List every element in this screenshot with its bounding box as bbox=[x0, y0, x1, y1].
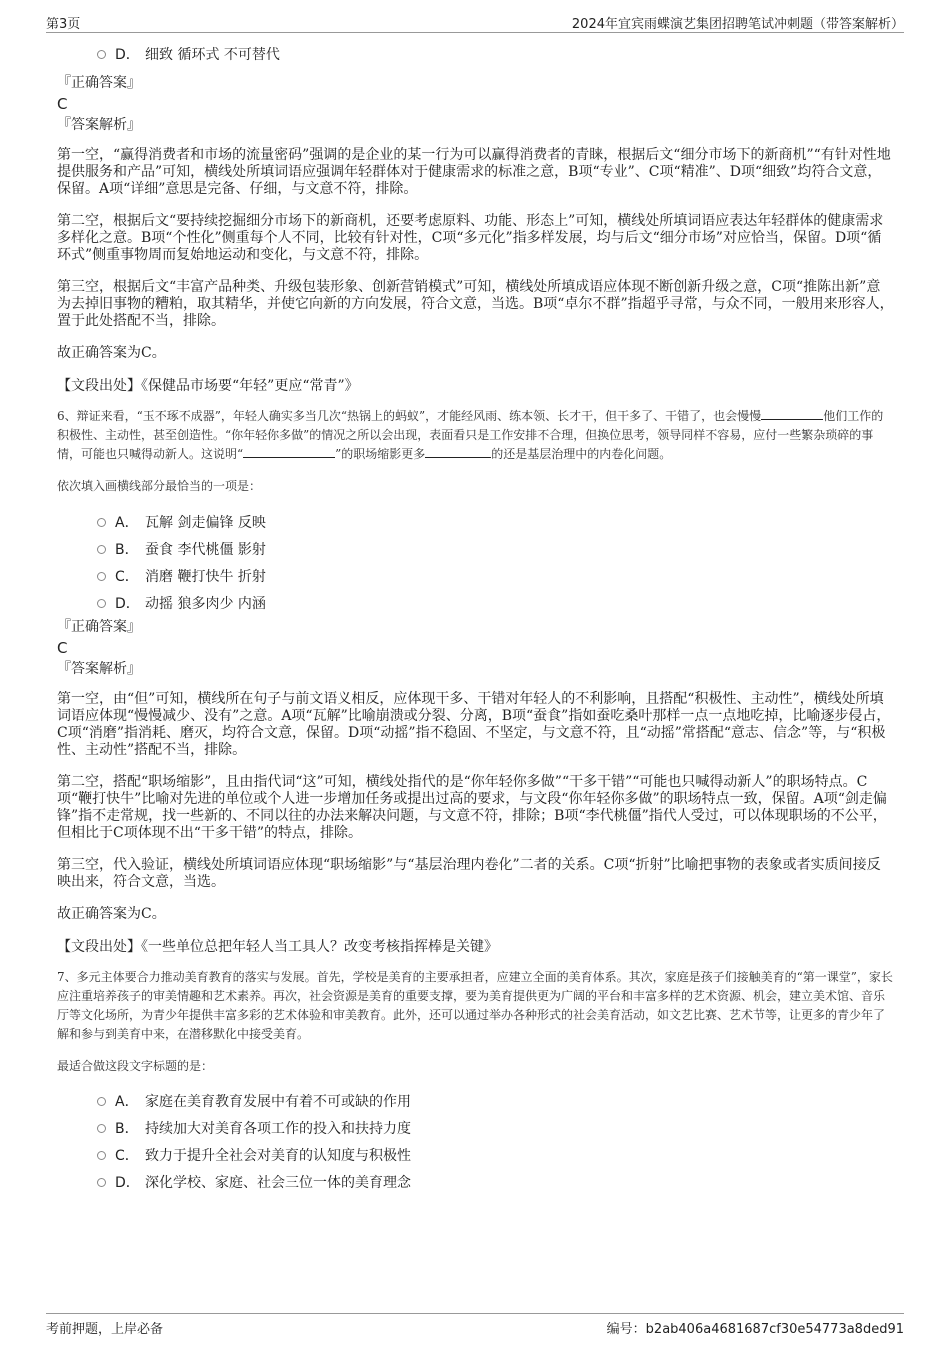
option-text: 家庭在美育教育发展中有着不可或缺的作用 bbox=[145, 1094, 411, 1110]
radio-icon[interactable] bbox=[97, 1097, 106, 1106]
document-code: 编号：b2ab406a4681687cf30e54773a8ded91 bbox=[606, 1322, 904, 1337]
radio-icon[interactable] bbox=[97, 572, 106, 581]
q7-option-a[interactable]: A． 家庭在美育教育发展中有着不可或缺的作用 bbox=[57, 1089, 894, 1113]
options-list bbox=[57, 510, 894, 615]
radio-icon[interactable] bbox=[97, 1178, 106, 1187]
q7-option-c[interactable]: C． 致力于提升全社会对美育的认知度与积极性 bbox=[57, 1143, 894, 1167]
q6-option-d[interactable]: D． 动摇 狼多肉少 内涵 bbox=[57, 591, 894, 615]
answer-value: C bbox=[57, 95, 68, 113]
answer-value: C bbox=[57, 639, 68, 657]
option-text: 消磨 鞭打快牛 折射 bbox=[145, 569, 266, 585]
q6-option-c[interactable]: C． 消磨 鞭打快牛 折射 bbox=[57, 564, 894, 588]
analysis-paragraph: 第一空，“赢得消费者和市场的流量密码”强调的是企业的某一行为可以赢得消费者的青睐，根据后文“细分市场下的新商机”“有针对性地提供服务和产品”可知，横线处所填词语应强调年轻群体对于健康需求的标准之意，B项“专业”、C项“精准”、D项“细致”均符合文意，保留。A项“详细”意思是完备、仔细，与文意不符，排除。 bbox=[57, 147, 891, 197]
page-number: 第3页 bbox=[46, 17, 81, 32]
radio-icon[interactable] bbox=[97, 1151, 106, 1160]
fill-blank bbox=[243, 445, 335, 458]
question-stem: 7、多元主体要合力推动美育教育的落实与发展。首先，学校是美育的主要承担者，应建立全面的美育体系。其次，家庭是孩子们接触美育的“第一课堂”，家长应注重培养孩子的审美情趣和艺术素养。再次，社会资源是美育的重要支撑，要为美育提供更为广阔的平台和丰富多样的艺术资源、机会，建立美术馆、音乐厅等文化场所，为青少年提供丰富多彩的艺术体验和审美教育。此外，还可以通过举办各种形式的社会美育活动，如文艺比赛、艺术节等，让更多的青少年了解和参与到美育中来，在潜移默化中接受美育。 bbox=[57, 970, 893, 1041]
source-citation: 【文段出处】《保健品市场要“年轻”更应“常青”》 bbox=[57, 378, 359, 394]
document-title: 2024年宜宾雨蝶演艺集团招聘笔试冲刺题（带答案解析） bbox=[571, 17, 904, 32]
page-content bbox=[57, 42, 894, 1194]
analysis-paragraph: 第二空，搭配“职场缩影”，且由指代词“这”可知，横线处指代的是“你年轻你多做”“干多干错”“可能也只喊得动新人”的职场特点。C项“鞭打快牛”比喻对先进的单位或个人进一步增加任务或提出过高的要求，与文段“你年轻你多做”的职场特点一致，保留。A项“剑走偏锋”指不走常规，找一些新的、不同以往的办法来解决问题，与文意不符，排除；B项“李代桃僵”指代人受过，可以体现职场的不公平，但相比于C项体现不出“干多干错”的特点，排除。 bbox=[57, 774, 887, 841]
option-text: 持续加大对美育各项工作的投入和扶持力度 bbox=[145, 1121, 411, 1137]
radio-icon[interactable] bbox=[97, 1124, 106, 1133]
q7-option-b[interactable]: B． 持续加大对美育各项工作的投入和扶持力度 bbox=[57, 1116, 894, 1140]
option-text: 动摇 狼多肉少 内涵 bbox=[145, 596, 266, 612]
analysis-paragraph: 第一空，由“但”可知，横线所在句子与前文语义相反，应体现干多、干错对年轻人的不利影响，且搭配“积极性、主动性”，横线处所填词语应体现“慢慢减少、没有”之意。A项“瓦解”比喻崩溃或分裂、分离，B项“蚕食”指如蚕吃桑叶那样一点一点地吃掉，比喻逐步侵占，C项“消磨”指消耗、磨灭，均符合文意，保留。D项“动摇”指不稳固、不坚定，与文意不符，且“动摇”常搭配“意志、信念”等，与“积极性、主动性”搭配不当，排除。 bbox=[57, 691, 891, 758]
option-text: 蚕食 李代桃僵 影射 bbox=[145, 542, 266, 558]
option-text: 瓦解 剑走偏锋 反映 bbox=[145, 515, 266, 531]
conclusion: 故正确答案为C。 bbox=[57, 906, 166, 922]
radio-icon[interactable] bbox=[97, 50, 106, 59]
analysis-label: 『答案解析』 bbox=[57, 661, 141, 677]
fill-blank bbox=[425, 445, 491, 458]
question-prompt: 最适合做这段文字标题的是： bbox=[57, 1059, 214, 1073]
radio-icon[interactable] bbox=[97, 518, 106, 527]
q6-option-a[interactable]: A． 瓦解 剑走偏锋 反映 bbox=[57, 510, 894, 534]
footer-slogan: 考前押题，上岸必备 bbox=[46, 1322, 164, 1337]
analysis-paragraph: 第二空，根据后文“要持续挖掘细分市场下的新商机，还要考虑原料、功能、形态上”可知，横线处所填词语应表达年轻群体的健康需求多样化之意。B项“个性化”侧重每个人不同，比较有针对性，C项“多元化”指多样发展，均与后文“细分市场”对应恰当，保留。D项“循环式”侧重事物周而复始地运动和变化，与文意不符，排除。 bbox=[57, 213, 884, 263]
q6-option-b[interactable]: B． 蚕食 李代桃僵 影射 bbox=[57, 537, 894, 561]
option-text: 深化学校、家庭、社会三位一体的美育理念 bbox=[145, 1175, 411, 1191]
radio-icon[interactable] bbox=[97, 545, 106, 554]
conclusion: 故正确答案为C。 bbox=[57, 345, 166, 361]
q5-option-d[interactable]: D． 细致 循环式 不可替代 bbox=[57, 42, 894, 66]
analysis-paragraph: 第三空，根据后文“丰富产品种类、升级包装形象、创新营销模式”可知，横线处所填成语应体现不断创新升级之意，C项“推陈出新”意为去掉旧事物的糟粕，取其精华，并使它向新的方向发展，符合文意，当选。B项“卓尔不群”指超乎寻常，与众不同，一般用来形容人，置于此处搭配不当，排除。 bbox=[57, 279, 894, 329]
options-list bbox=[57, 1089, 894, 1194]
fill-blank bbox=[761, 407, 823, 420]
page-header bbox=[46, 10, 904, 33]
source-citation: 【文段出处】《一些单位总把年轻人当工具人？改变考核指挥棒是关键》 bbox=[57, 939, 498, 955]
option-text: 细致 循环式 不可替代 bbox=[145, 47, 280, 63]
question-prompt: 依次填入画横线部分最恰当的一项是： bbox=[57, 479, 262, 493]
analysis-label: 『答案解析』 bbox=[57, 117, 141, 133]
question-stem: 6、辩证来看，“玉不琢不成器”，年轻人确实多当几次“热锅上的蚂蚁”，才能经风雨、练本领、长才干，但干多了、干错了，也会慢慢 他们工作的积极性、主动性，甚至创造性。“你年轻你多做”的情况之所以会出现，表面看只是工作安排不合理，但换位思考，领导同样不容易，应付一些繁杂琐碎的事情，可能也只喊得动新人。这说明“ ”的职场缩影更多 的还是基层治理中的内卷化问题。 bbox=[57, 409, 884, 461]
analysis-paragraph: 第三空，代入验证，横线处所填词语应体现“职场缩影”与“基层治理内卷化”二者的关系。C项“折射”比喻把事物的表象或者实质间接反映出来，符合文意，当选。 bbox=[57, 857, 881, 890]
option-text: 致力于提升全社会对美育的认知度与积极性 bbox=[145, 1148, 411, 1164]
answer-label: 『正确答案』 bbox=[57, 619, 141, 635]
q7-option-d[interactable]: D． 深化学校、家庭、社会三位一体的美育理念 bbox=[57, 1170, 894, 1194]
answer-label: 『正确答案』 bbox=[57, 75, 141, 91]
radio-icon[interactable] bbox=[97, 599, 106, 608]
page-footer bbox=[46, 1313, 904, 1336]
